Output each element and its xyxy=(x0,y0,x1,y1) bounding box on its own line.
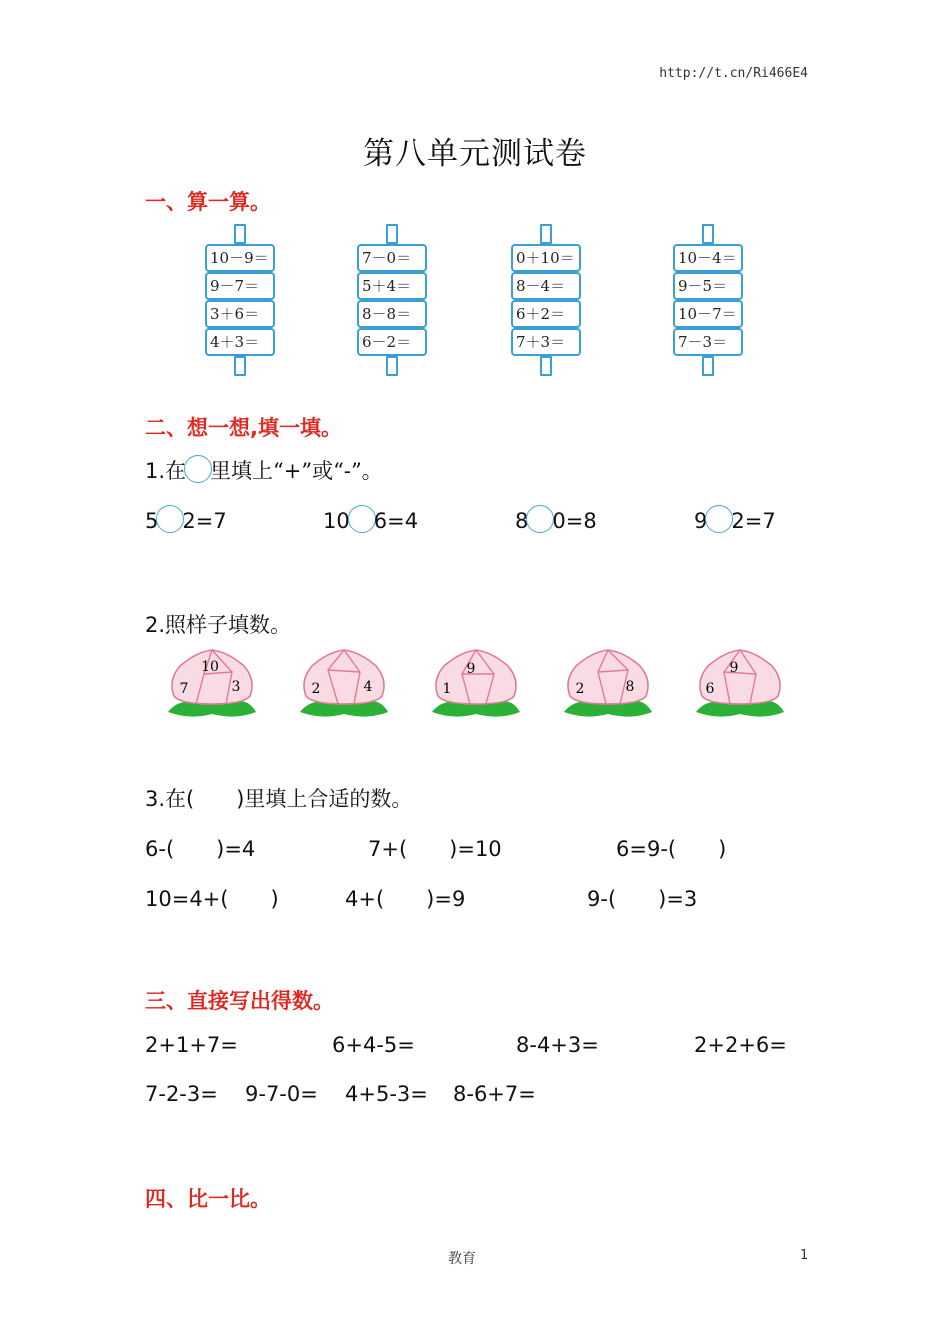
calc-expression: 8-6+7= xyxy=(453,1082,536,1106)
question-3-instruction: 3.在( )里填上合适的数。 xyxy=(145,787,413,811)
source-url: http://t.cn/Ri466E4 xyxy=(659,66,808,81)
skewer-expression: 0＋10＝ xyxy=(511,244,581,272)
skewer-stick-top xyxy=(540,224,552,244)
q3-blank-equation[interactable]: 7+( )=10 xyxy=(368,837,502,861)
answer-circle-icon[interactable] xyxy=(526,505,554,533)
skewer-3 xyxy=(511,224,581,376)
question-1-instruction xyxy=(145,455,383,485)
calc-expression: 2+1+7= xyxy=(145,1033,238,1057)
page-number: 1 xyxy=(800,1248,809,1263)
q1-item xyxy=(515,505,597,533)
skewer-expression: 7－0＝ xyxy=(357,244,427,272)
answer-circle-icon[interactable] xyxy=(348,505,376,533)
skewer-expression: 7－3＝ xyxy=(673,328,743,356)
skewer-expression: 4＋3＝ xyxy=(205,328,275,356)
peach-icon xyxy=(562,646,654,718)
skewer-stick-bottom xyxy=(702,356,714,376)
peach-top-number: 9 xyxy=(729,660,739,676)
q1-item xyxy=(323,505,418,533)
peach-right-number: 8 xyxy=(625,679,635,695)
q1-left-operand: 8 xyxy=(515,509,529,533)
peach-top-number: 9 xyxy=(466,661,476,677)
skewer-stick-bottom xyxy=(386,356,398,376)
section-1-heading: 一、算一算。 xyxy=(145,190,271,214)
q1-left-operand: 5 xyxy=(145,509,159,533)
skewer-stick-top xyxy=(234,224,246,244)
question-2-instruction: 2.照样子填数。 xyxy=(145,613,292,637)
footer-text: 教育 xyxy=(448,1251,476,1267)
answer-circle-icon[interactable] xyxy=(156,505,184,533)
peach-left-number: 2 xyxy=(575,681,585,697)
skewer-expression: 9－7＝ xyxy=(205,272,275,300)
peach-left-number: 7 xyxy=(179,681,189,697)
q3-blank-equation[interactable]: 9-( )=3 xyxy=(587,887,698,911)
section-2-heading: 二、想一想,填一填。 xyxy=(145,416,342,440)
peach-top-number: 10 xyxy=(201,659,219,675)
peach-left-number: 1 xyxy=(442,681,452,697)
peach-left-number: 6 xyxy=(705,681,715,697)
q1-suffix: 里填上“+”或“-”。 xyxy=(210,459,383,483)
calc-expression: 7-2-3= xyxy=(145,1082,218,1106)
q1-right-part: 2=7 xyxy=(731,509,776,533)
peach-icon xyxy=(298,646,390,718)
skewer-expression: 10－4＝ xyxy=(673,244,743,272)
q3-blank-equation[interactable]: 10=4+( ) xyxy=(145,887,279,911)
skewer-stick-top xyxy=(702,224,714,244)
skewer-4 xyxy=(673,224,743,376)
peach-icon xyxy=(430,646,522,718)
peach-right-number: 3 xyxy=(231,679,241,695)
skewer-expression: 6－2＝ xyxy=(357,328,427,356)
q1-right-part: 2=7 xyxy=(182,509,227,533)
skewer-expression: 7＋3＝ xyxy=(511,328,581,356)
calc-expression: 9-7-0= xyxy=(245,1082,318,1106)
section-4-heading: 四、比一比。 xyxy=(145,1187,271,1211)
q1-left-operand: 10 xyxy=(323,509,350,533)
skewer-stick-top xyxy=(386,224,398,244)
q1-prefix: 1.在 xyxy=(145,459,187,483)
q1-left-operand: 9 xyxy=(694,509,708,533)
section-3-heading: 三、直接写出得数。 xyxy=(145,989,334,1013)
skewer-1 xyxy=(205,224,275,376)
skewer-2 xyxy=(357,224,427,376)
skewer-expression: 8－8＝ xyxy=(357,300,427,328)
q1-item xyxy=(145,505,227,533)
q3-blank-equation[interactable]: 4+( )=9 xyxy=(345,887,466,911)
peach-left-number: 2 xyxy=(311,681,321,697)
peach-icon xyxy=(166,646,258,718)
skewer-stick-bottom xyxy=(234,356,246,376)
page-title: 第八单元测试卷 xyxy=(363,136,587,172)
skewer-expression: 10－9＝ xyxy=(205,244,275,272)
skewer-expression: 8－4＝ xyxy=(511,272,581,300)
answer-circle-icon xyxy=(184,455,212,483)
calc-expression: 4+5-3= xyxy=(345,1082,428,1106)
q3-blank-equation[interactable]: 6=9-( ) xyxy=(616,837,727,861)
skewer-expression: 9－5＝ xyxy=(673,272,743,300)
q3-blank-equation[interactable]: 6-( )=4 xyxy=(145,837,256,861)
skewer-stick-bottom xyxy=(540,356,552,376)
calc-expression: 8-4+3= xyxy=(516,1033,599,1057)
calc-expression: 6+4-5= xyxy=(332,1033,415,1057)
answer-circle-icon[interactable] xyxy=(705,505,733,533)
skewer-expression: 10－7＝ xyxy=(673,300,743,328)
calc-expression: 2+2+6= xyxy=(694,1033,787,1057)
q1-item xyxy=(694,505,776,533)
peach-icon xyxy=(694,646,786,718)
skewer-expression: 5＋4＝ xyxy=(357,272,427,300)
q1-right-part: 6=4 xyxy=(373,509,419,533)
skewer-expression: 3＋6＝ xyxy=(205,300,275,328)
q1-right-part: 0=8 xyxy=(552,509,597,533)
peach-right-number: 4 xyxy=(363,679,373,695)
skewer-expression: 6＋2＝ xyxy=(511,300,581,328)
